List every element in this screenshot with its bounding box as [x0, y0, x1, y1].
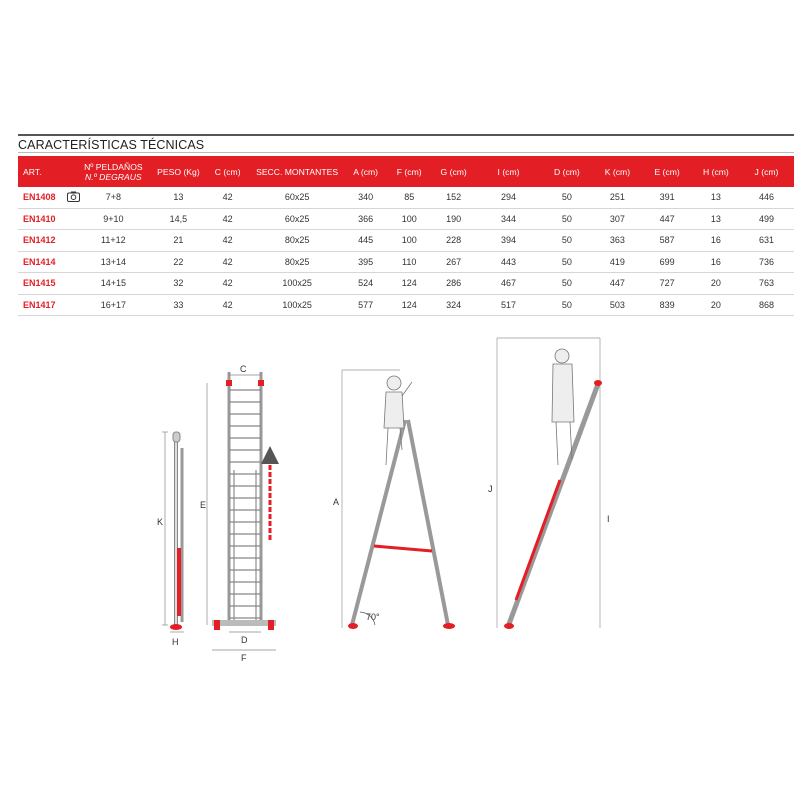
table-cell: 20	[693, 273, 739, 295]
camera-icon[interactable]	[67, 191, 80, 202]
table-cell: 42	[205, 273, 251, 295]
table-cell: 42	[205, 187, 251, 208]
col-header: SECC. MONTANTES	[251, 156, 344, 187]
leaning-figure	[488, 338, 610, 629]
table-cell: 9+10	[74, 208, 152, 230]
table-cell: 80x25	[251, 251, 344, 273]
table-cell: 124	[388, 273, 431, 295]
table-cell: 251	[593, 187, 641, 208]
a-frame-figure	[333, 370, 455, 629]
label-e: E	[200, 500, 207, 510]
table-cell: 363	[593, 230, 641, 252]
table-cell: 447	[593, 273, 641, 295]
table-cell: 267	[431, 251, 477, 273]
spec-table	[18, 156, 794, 316]
table-cell: 524	[343, 273, 387, 295]
col-header: F (cm)	[388, 156, 431, 187]
table-cell: 14,5	[152, 208, 204, 230]
table-cell: 446	[739, 187, 794, 208]
table-cell: 100	[388, 230, 431, 252]
table-cell: 294	[477, 187, 541, 208]
article-code[interactable]: EN1410	[18, 208, 74, 230]
col-header: ART.	[18, 156, 74, 187]
article-code[interactable]: EN1417	[18, 294, 74, 316]
col-header: K (cm)	[593, 156, 641, 187]
person-icon	[552, 349, 574, 465]
table-cell: 50	[540, 187, 593, 208]
article-code[interactable]: EN1414	[18, 251, 74, 273]
table-cell: 124	[388, 294, 431, 316]
table-cell: 727	[641, 273, 692, 295]
table-cell: 42	[205, 208, 251, 230]
label-j: J	[488, 484, 493, 494]
table-cell: 16	[693, 251, 739, 273]
table-cell: 60x25	[251, 187, 344, 208]
label-h: H	[172, 637, 179, 647]
table-cell: 307	[593, 208, 641, 230]
table-cell: 50	[540, 208, 593, 230]
col-header: Nº PELDAÑOS N.º DEGRAUS	[74, 156, 152, 187]
front-view-figure	[200, 364, 276, 663]
table-cell: 100x25	[251, 294, 344, 316]
table-cell: 100	[388, 208, 431, 230]
col-header: J (cm)	[739, 156, 794, 187]
label-c: C	[240, 364, 247, 374]
table-cell: 447	[641, 208, 692, 230]
table-cell: 391	[641, 187, 692, 208]
table-cell: 577	[343, 294, 387, 316]
table-row	[18, 187, 794, 208]
table-cell: 13	[693, 208, 739, 230]
table-header-row	[18, 156, 794, 187]
table-row	[18, 251, 794, 273]
label-a: A	[333, 497, 340, 507]
table-cell: 395	[343, 251, 387, 273]
table-cell: 394	[477, 230, 541, 252]
table-cell: 50	[540, 230, 593, 252]
table-cell: 50	[540, 251, 593, 273]
table-cell: 60x25	[251, 208, 344, 230]
col-header: C (cm)	[205, 156, 251, 187]
table-cell: 839	[641, 294, 692, 316]
table-cell: 467	[477, 273, 541, 295]
table-cell: 42	[205, 294, 251, 316]
section-title: CARACTERÍSTICAS TÉCNICAS	[18, 138, 205, 152]
label-angle: 70°	[366, 612, 380, 622]
table-cell: 22	[152, 251, 204, 273]
col-header: G (cm)	[431, 156, 477, 187]
table-cell: 340	[343, 187, 387, 208]
title-top-rule	[18, 134, 794, 136]
table-cell: 42	[205, 251, 251, 273]
table-cell: 20	[693, 294, 739, 316]
label-k: K	[157, 517, 164, 527]
ladder-diagrams	[0, 320, 800, 680]
table-cell: 110	[388, 251, 431, 273]
col-header: PESO (Kg)	[152, 156, 204, 187]
table-cell: 190	[431, 208, 477, 230]
table-cell: 13+14	[74, 251, 152, 273]
table-cell: 499	[739, 208, 794, 230]
label-i: I	[607, 514, 610, 524]
table-cell: 13	[152, 187, 204, 208]
table-cell: 763	[739, 273, 794, 295]
col-header: A (cm)	[343, 156, 387, 187]
article-code[interactable]: EN1415	[18, 273, 74, 295]
table-cell: 366	[343, 208, 387, 230]
table-cell: 13	[693, 187, 739, 208]
table-cell: 445	[343, 230, 387, 252]
table-cell: 16	[693, 230, 739, 252]
table-cell: 443	[477, 251, 541, 273]
article-code[interactable]: EN1412	[18, 230, 74, 252]
table-cell: 16+17	[74, 294, 152, 316]
table-cell: 419	[593, 251, 641, 273]
table-row	[18, 208, 794, 230]
table-cell: 228	[431, 230, 477, 252]
table-cell: 587	[641, 230, 692, 252]
table-cell: 42	[205, 230, 251, 252]
table-cell: 517	[477, 294, 541, 316]
table-cell: 868	[739, 294, 794, 316]
table-row	[18, 230, 794, 252]
table-row	[18, 294, 794, 316]
table-cell: 32	[152, 273, 204, 295]
table-cell: 699	[641, 251, 692, 273]
label-f: F	[241, 653, 247, 663]
table-cell: 152	[431, 187, 477, 208]
table-cell: 286	[431, 273, 477, 295]
table-cell: 344	[477, 208, 541, 230]
table-cell: 503	[593, 294, 641, 316]
table-cell: 14+15	[74, 273, 152, 295]
table-cell: 631	[739, 230, 794, 252]
table-cell: 21	[152, 230, 204, 252]
article-code[interactable]: EN1408	[18, 187, 74, 208]
table-cell: 50	[540, 273, 593, 295]
table-cell: 50	[540, 294, 593, 316]
col-header: E (cm)	[641, 156, 692, 187]
title-bottom-rule	[18, 152, 794, 153]
table-cell: 11+12	[74, 230, 152, 252]
col-header: D (cm)	[540, 156, 593, 187]
col-header: H (cm)	[693, 156, 739, 187]
label-d: D	[241, 635, 248, 645]
table-cell: 7+8	[74, 187, 152, 208]
table-cell: 324	[431, 294, 477, 316]
side-view-figure	[157, 432, 184, 647]
table-cell: 80x25	[251, 230, 344, 252]
col-header: I (cm)	[477, 156, 541, 187]
table-cell: 736	[739, 251, 794, 273]
table-cell: 85	[388, 187, 431, 208]
table-row	[18, 273, 794, 295]
table-cell: 33	[152, 294, 204, 316]
table-cell: 100x25	[251, 273, 344, 295]
